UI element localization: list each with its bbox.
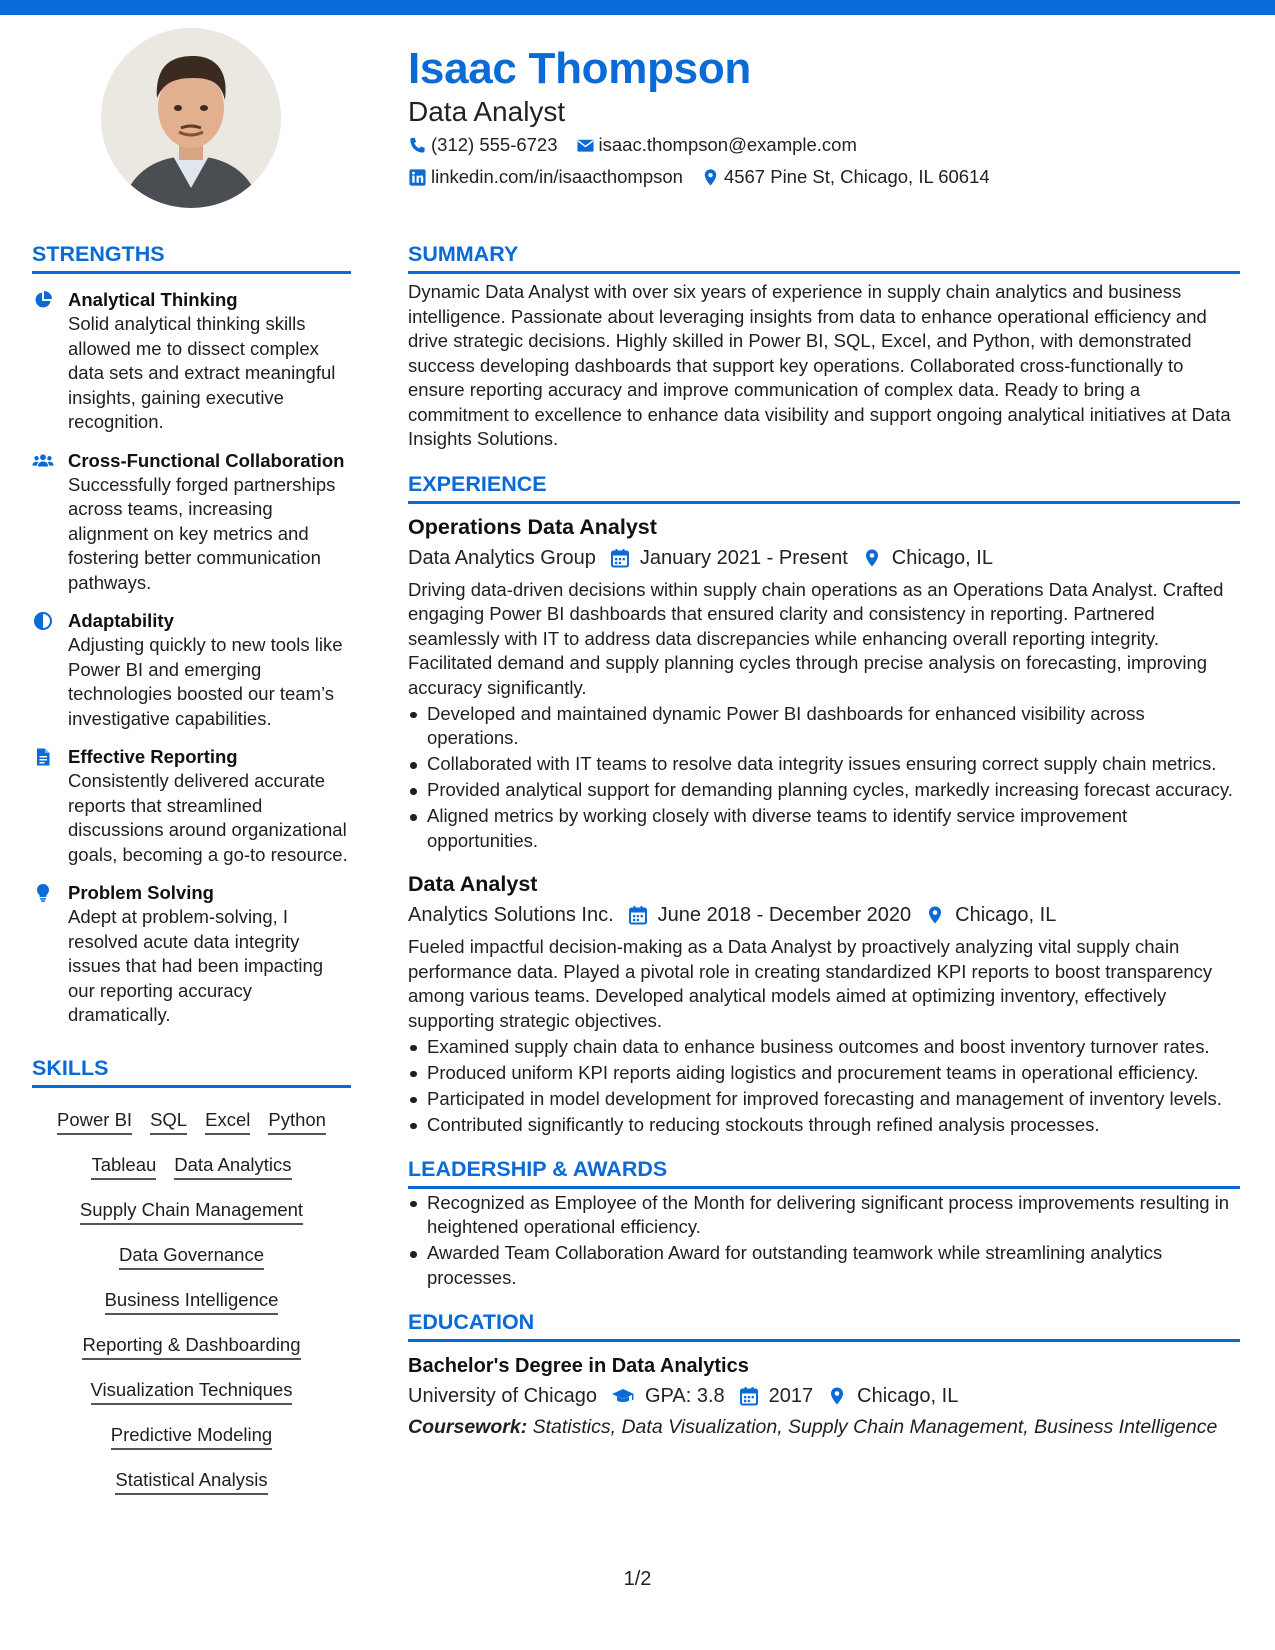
bullet-item: Produced uniform KPI reports aiding logistics and procurement teams in operational efficiency. <box>408 1061 1240 1086</box>
strength-desc: Consistently delivered accurate reports that streamlined discussions around organizational goals, becoming a go-to resource. <box>68 770 348 865</box>
education-meta <box>408 1382 1240 1410</box>
graduation-cap-icon <box>611 1386 635 1406</box>
strength-item <box>32 609 351 731</box>
skill-tag: Power BI <box>57 1109 132 1135</box>
education-section <box>408 1308 1240 1440</box>
email-text: isaac.thompson@example.com <box>598 134 857 155</box>
job-location-text: Chicago, IL <box>955 904 1057 926</box>
bullet-item: Awarded Team Collaboration Award for outstanding teamwork while streamlining analytics processes. <box>408 1241 1240 1290</box>
summary-heading: SUMMARY <box>408 240 1240 274</box>
experience-heading: EXPERIENCE <box>408 470 1240 504</box>
candidate-name: Isaac Thompson <box>408 44 751 93</box>
skill-row <box>32 1280 351 1325</box>
contact-row-primary <box>408 134 857 156</box>
strength-desc: Successfully forged partnerships across teams, increasing alignment on key metrics and fostering better communication pathways. <box>68 473 336 593</box>
experience-section <box>408 470 1240 1138</box>
job-location <box>862 544 993 572</box>
coursework-label: Coursework: <box>408 1416 528 1438</box>
calendar-icon <box>739 1386 759 1406</box>
summary-text: Dynamic Data Analyst with over six years of experience in supply chain analytics and business intelligence. Passionate about leveraging insights from data to enhance operational efficiency and drive strategic decisions. Highly skilled in Power BI, SQL, Excel, and Python, with demonstrated success developing dashboards that support key operations. Collaborated cross-functionally to ensure reporting accuracy and improve communication of complex data. Ready to bring a commitment to excellence to enhance data visibility and support ongoing analytical initiatives at Data Insights Solutions. <box>408 281 1231 449</box>
skill-tag: Tableau <box>91 1154 156 1180</box>
job-meta <box>408 544 1240 572</box>
skills-list <box>32 1100 351 1505</box>
right-column <box>408 240 1240 1440</box>
leadership-heading: LEADERSHIP & AWARDS <box>408 1155 1240 1189</box>
strength-desc: Adept at problem-solving, I resolved acute data integrity issues that had been impacting our reporting accuracy dramatically. <box>68 906 324 1025</box>
skill-tag: Visualization Techniques <box>91 1379 293 1405</box>
candidate-role: Data Analyst <box>408 96 566 127</box>
contact-row-secondary <box>408 166 990 188</box>
address-text: 4567 Pine St, Chicago, IL 60614 <box>723 166 990 187</box>
envelope-icon <box>576 136 595 155</box>
school-name: University of Chicago <box>408 1385 597 1407</box>
bullet-item: Aligned metrics by working closely with diverse teams to identify service improvement opportunities. <box>408 804 1240 853</box>
document-icon <box>33 747 53 767</box>
strength-title: Cross-Functional Collaboration <box>68 449 345 471</box>
skill-row <box>32 1190 351 1235</box>
degree-title: Bachelor's Degree in Data Analytics <box>408 1355 749 1377</box>
location-pin-icon <box>862 548 882 568</box>
profile-photo <box>101 28 281 208</box>
job-bullets <box>408 1035 1240 1138</box>
calendar-icon <box>628 905 648 925</box>
skill-row <box>32 1325 351 1370</box>
skill-tag: Data Analytics <box>174 1154 291 1180</box>
linkedin-text: linkedin.com/in/isaacthompson <box>431 166 683 187</box>
location-pin-icon <box>925 905 945 925</box>
strength-desc: Adjusting quickly to new tools like Power BI and emerging technologies boosted our team’s investigative capabilities. <box>68 634 343 729</box>
bullet-item: Collaborated with IT teams to resolve data integrity issues ensuring correct supply chain metrics. <box>408 752 1240 777</box>
page-number: 1/2 <box>623 1568 652 1590</box>
job-title: Data Analyst <box>408 872 538 896</box>
strength-desc: Solid analytical thinking skills allowed me to dissect complex data sets and extract meaningful insights, gaining executive recognition. <box>68 313 336 432</box>
contact-email[interactable] <box>576 134 857 156</box>
skill-row <box>32 1460 351 1505</box>
bullet-item: Recognized as Employee of the Month for delivering significant process improvements resulting in heightened operational efficiency. <box>408 1191 1240 1240</box>
leadership-section <box>408 1155 1240 1290</box>
skill-row <box>32 1370 351 1415</box>
job-dates <box>628 901 912 929</box>
location-pin-icon <box>827 1386 847 1406</box>
skill-tag: Business Intelligence <box>105 1289 279 1315</box>
job-dates <box>610 544 848 572</box>
strength-title: Adaptability <box>68 610 174 631</box>
job-description: Fueled impactful decision-making as a Data Analyst by proactively analyzing vital supply chain performance data. Played a pivotal role in creating standardized KPI reports to boost transparency among various teams. Developed analytical models aimed at optimizing inventory, effectively supporting strategic objectives. <box>408 936 1213 1031</box>
strength-item <box>32 449 351 596</box>
leadership-bullets <box>408 1191 1240 1291</box>
skill-tag: Predictive Modeling <box>111 1424 272 1450</box>
coursework-text: Statistics, Data Visualization, Supply Chain Management, Business Intelligence <box>527 1416 1218 1438</box>
education-location-text: Chicago, IL <box>857 1385 959 1407</box>
contact-address <box>701 166 990 188</box>
skill-tag: SQL <box>150 1109 187 1135</box>
job-company: Analytics Solutions Inc. <box>408 904 614 926</box>
job-description: Driving data-driven decisions within supply chain operations as an Operations Data Analyst. Crafted engaging Power BI dashboards that ensured clarity and consistency in reporting. Partnered seamlessly with IT to address data discrepancies while enhancing overall reporting integrity. Facilitated demand and supply planning cycles through precise analysis on forecasting, improving accuracy significantly. <box>408 578 1224 698</box>
calendar-icon <box>610 548 630 568</box>
bullet-item: Examined supply chain data to enhance business outcomes and boost inventory turnover rates. <box>408 1035 1240 1060</box>
bullet-item: Developed and maintained dynamic Power BI dashboards for enhanced visibility across operations. <box>408 702 1240 751</box>
bullet-item: Contributed significantly to reducing stockouts through refined analysis processes. <box>408 1113 1240 1138</box>
gpa-text: GPA: 3.8 <box>644 1385 725 1407</box>
contact-phone[interactable] <box>408 134 558 156</box>
education-heading: EDUCATION <box>408 1308 1240 1342</box>
job-location-text: Chicago, IL <box>891 546 993 569</box>
skill-tag: Statistical Analysis <box>115 1469 267 1495</box>
strengths-heading: STRENGTHS <box>32 240 351 274</box>
year-text: 2017 <box>768 1385 814 1407</box>
top-accent-bar <box>0 0 1275 15</box>
job-bullets <box>408 702 1240 854</box>
skill-tag: Supply Chain Management <box>80 1199 303 1225</box>
job-entry <box>408 869 1240 1137</box>
left-column <box>32 240 351 1505</box>
job-entry <box>408 512 1240 854</box>
strength-title: Analytical Thinking <box>68 289 238 310</box>
skills-heading: SKILLS <box>32 1054 351 1088</box>
education-location <box>827 1382 958 1410</box>
bullet-item: Provided analytical support for demanding planning cycles, markedly increasing forecast accuracy. <box>408 778 1240 803</box>
skill-row <box>32 1100 351 1145</box>
strength-title: Effective Reporting <box>68 746 238 767</box>
education-gpa <box>611 1382 725 1410</box>
avatar-illustration <box>101 28 281 208</box>
job-dates-text: January 2021 - Present <box>639 546 848 569</box>
job-meta <box>408 901 1240 929</box>
strength-title: Problem Solving <box>68 882 214 903</box>
skill-row <box>32 1235 351 1280</box>
phone-text: (312) 555-6723 <box>431 134 558 155</box>
skill-row <box>32 1415 351 1460</box>
job-company: Data Analytics Group <box>408 546 596 569</box>
location-pin-icon <box>701 168 720 187</box>
bullet-item: Participated in model development for improved forecasting and management of inventory levels. <box>408 1087 1240 1112</box>
skills-section <box>32 1054 351 1505</box>
skill-tag: Reporting & Dashboarding <box>82 1334 300 1360</box>
skill-tag: Excel <box>205 1109 250 1135</box>
job-dates-text: June 2018 - December 2020 <box>657 904 912 926</box>
skill-tag: Data Governance <box>119 1244 264 1270</box>
job-location <box>925 901 1056 929</box>
strength-item <box>32 288 351 435</box>
contact-linkedin[interactable] <box>408 166 683 188</box>
phone-icon <box>408 136 427 155</box>
strength-item <box>32 881 351 1028</box>
skill-tag: Python <box>268 1109 326 1135</box>
education-year <box>739 1382 814 1410</box>
skill-row <box>32 1145 351 1190</box>
coursework <box>408 1415 1240 1440</box>
job-title: Operations Data Analyst <box>408 514 657 539</box>
users-icon <box>32 451 54 471</box>
pie-chart-icon <box>33 290 53 310</box>
strength-item <box>32 745 351 867</box>
linkedin-icon <box>408 168 427 187</box>
lightbulb-icon <box>33 883 53 903</box>
half-circle-icon <box>33 611 53 631</box>
